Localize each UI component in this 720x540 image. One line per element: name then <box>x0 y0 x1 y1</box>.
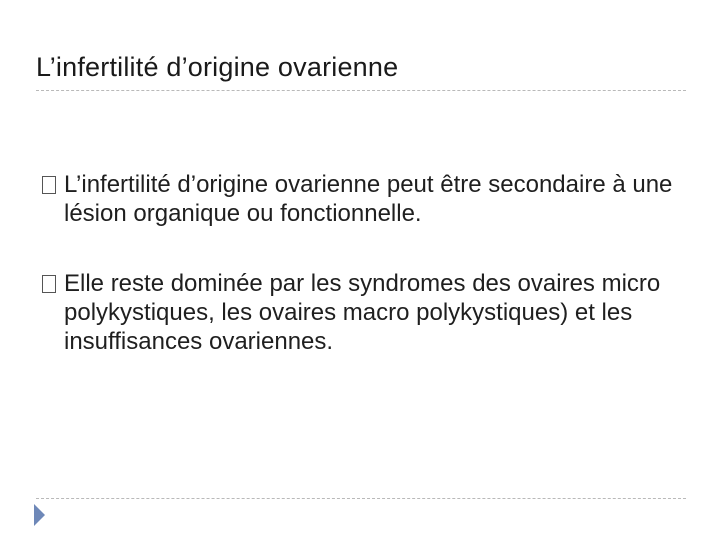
bullet-text: L’infertilité d’origine ovarienne peut être secondaire à une lésion organique ou fonctionnelle. <box>64 171 673 227</box>
square-bullet-icon <box>42 275 56 293</box>
triangle-right-icon <box>34 504 45 526</box>
footer-divider <box>36 498 686 499</box>
bullet-text: Elle reste dominée par les syndromes des ovaires micro polykystiques, les ovaires macro polykystiques) et les insuffisances ovariennes. <box>64 270 661 355</box>
square-bullet-icon <box>42 176 56 194</box>
title-divider <box>36 90 686 91</box>
bullet-list <box>36 170 686 397</box>
bullet-item <box>36 170 686 228</box>
bullet-item <box>36 269 686 356</box>
slide-title: L’infertilité d’origine ovarienne <box>36 52 399 82</box>
